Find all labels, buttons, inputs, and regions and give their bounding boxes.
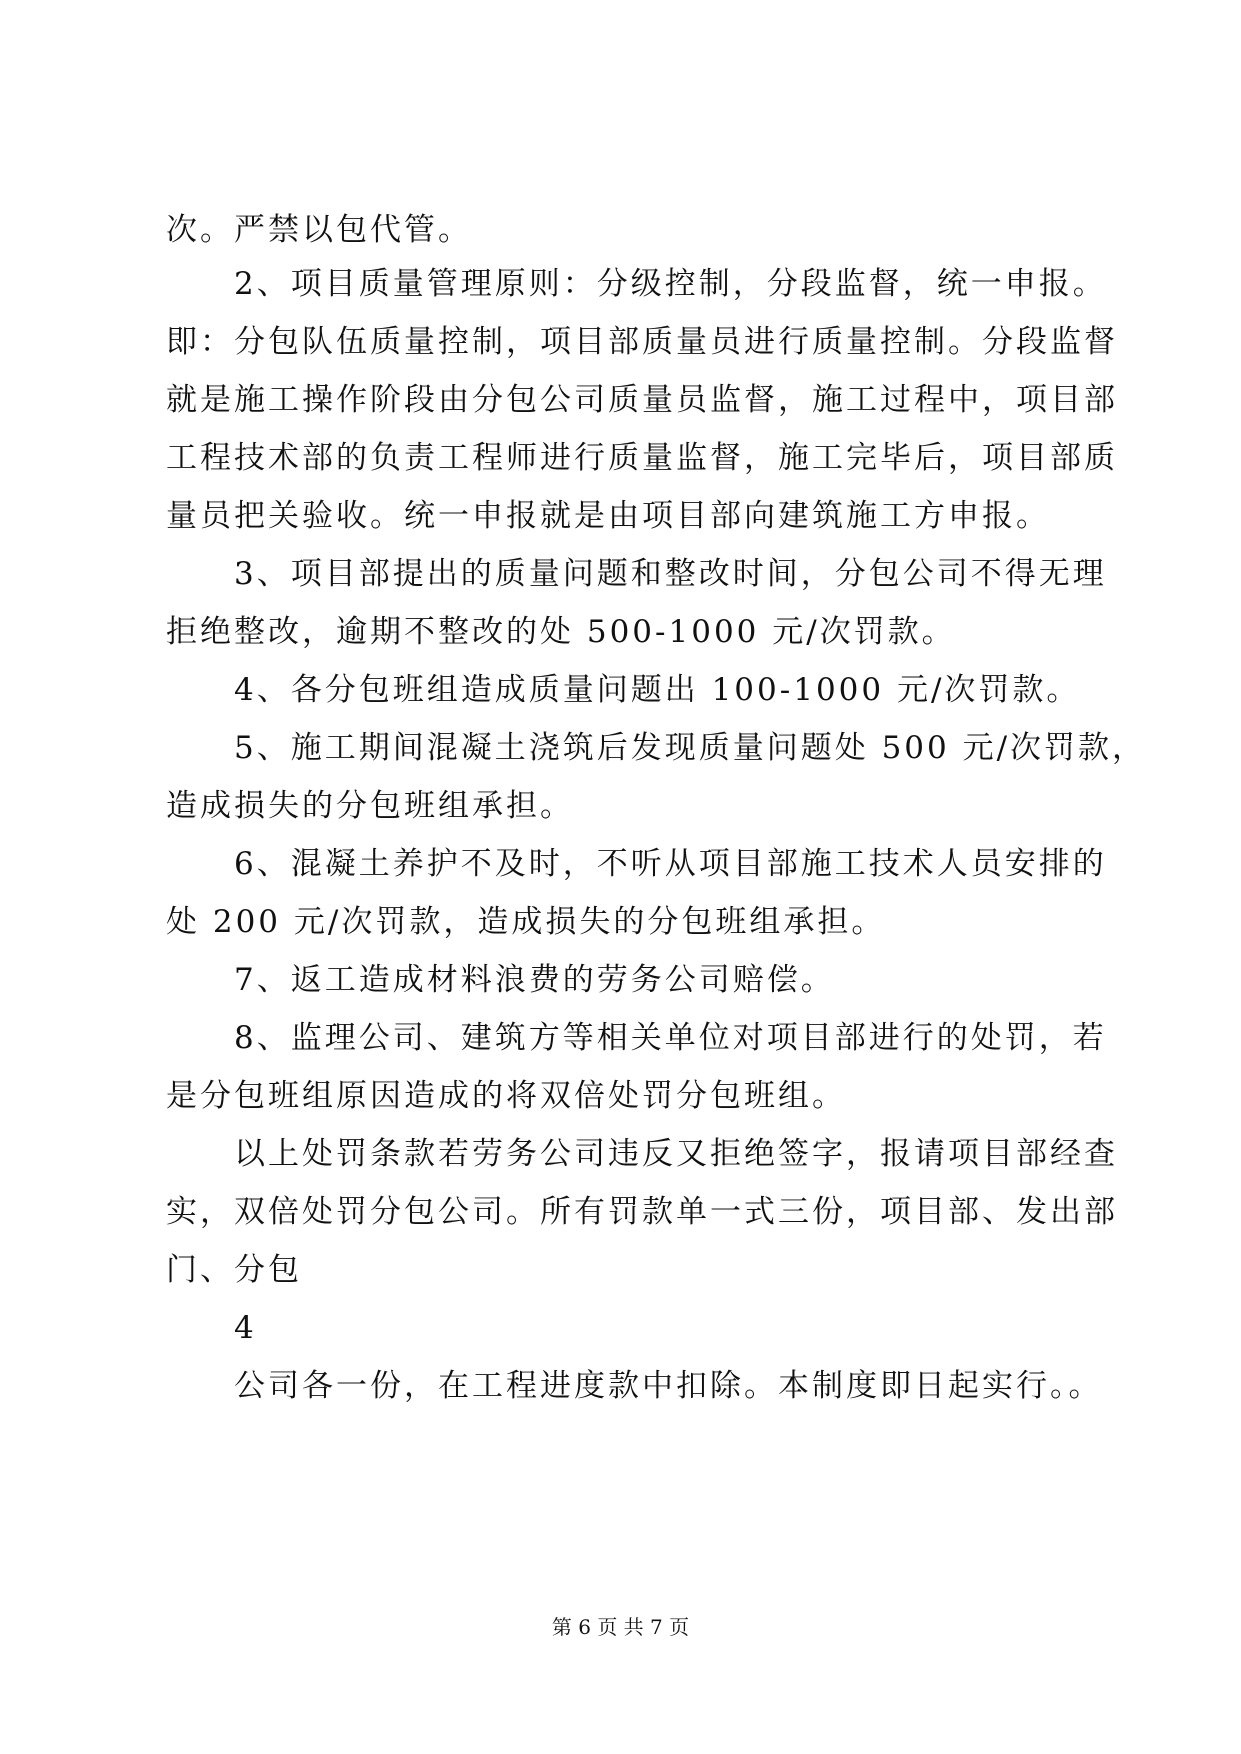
body-line: 次。严禁以包代管。 (166, 212, 472, 248)
body-line: 就是施工操作阶段由分包公司质量员监督，施工过程中，项目部 (166, 382, 1118, 418)
body-line: 门、分包 (166, 1252, 302, 1288)
body-line: 拒绝整改，逾期不整改的处 500-1000 元/次罚款。 (166, 614, 956, 650)
body-line: 工程技术部的负责工程师进行质量监督，施工完毕后，项目部质 (166, 440, 1118, 476)
paragraph-line: 2、项目质量管理原则：分级控制，分段监督，统一申报。 (234, 266, 1107, 302)
body-line: 实，双倍处罚分包公司。所有罚款单一式三份，项目部、发出部 (166, 1194, 1118, 1230)
body-line: 量员把关验收。统一申报就是由项目部向建筑施工方申报。 (166, 498, 1050, 534)
paragraph-line: 7、返工造成材料浪费的劳务公司赔偿。 (234, 962, 835, 998)
inline-page-number: 4 (234, 1310, 257, 1346)
page-footer: 第 6 页 共 7 页 (551, 1615, 690, 1639)
paragraph-line: 以上处罚条款若劳务公司违反又拒绝签字，报请项目部经查 (234, 1136, 1118, 1172)
paragraph-line: 6、混凝土养护不及时，不听从项目部施工技术人员安排的 (234, 846, 1107, 882)
paragraph-line: 4、各分包班组造成质量问题出 100-1000 元/次罚款。 (234, 672, 1081, 708)
paragraph-line: 3、项目部提出的质量问题和整改时间，分包公司不得无理 (234, 556, 1107, 592)
body-line: 造成损失的分包班组承担。 (166, 788, 574, 824)
paragraph-line: 5、施工期间混凝土浇筑后发现质量问题处 500 元/次罚款， (234, 730, 1147, 766)
paragraph-line: 8、监理公司、建筑方等相关单位对项目部进行的处罚，若 (234, 1020, 1107, 1056)
body-line: 处 200 元/次罚款，造成损失的分包班组承担。 (166, 904, 886, 940)
paragraph-line: 公司各一份，在工程进度款中扣除。本制度即日起实行。。 (234, 1368, 1103, 1404)
body-line: 即：分包队伍质量控制，项目部质量员进行质量控制。分段监督 (166, 324, 1118, 360)
body-line: 是分包班组原因造成的将双倍处罚分包班组。 (166, 1078, 846, 1114)
